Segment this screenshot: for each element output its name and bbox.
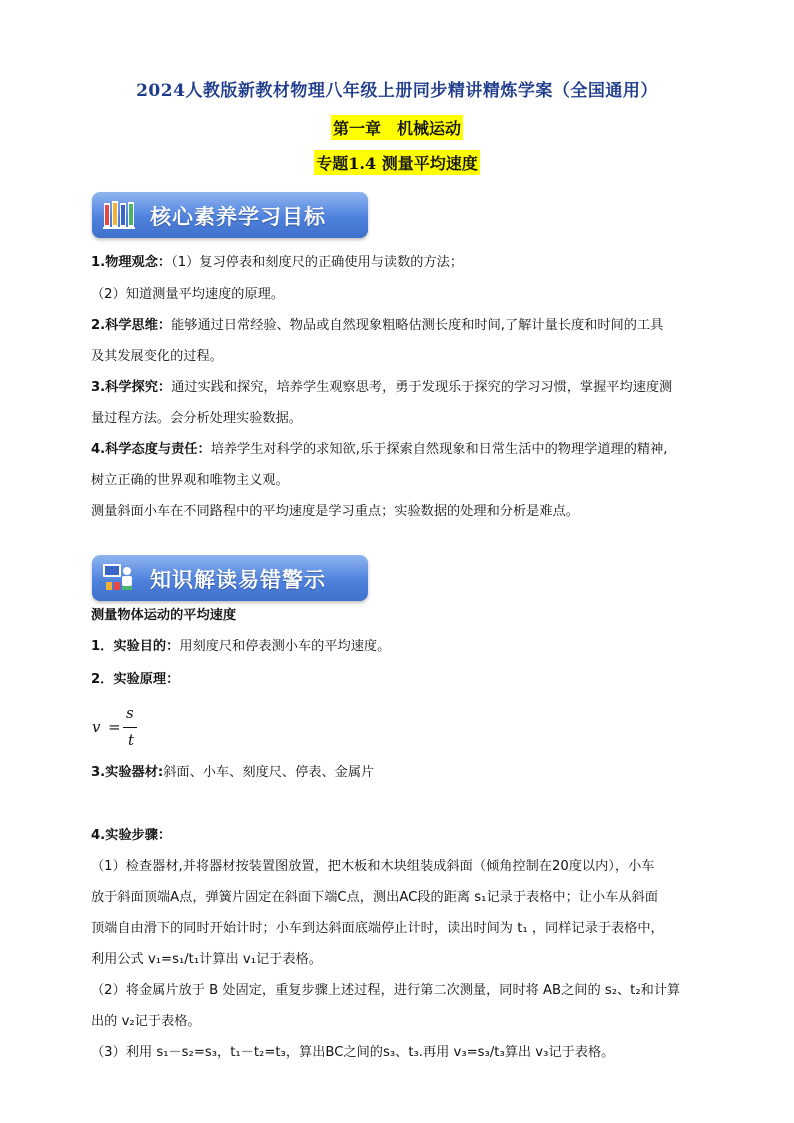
step-line: 放于斜面顶端A点，弹簧片固定在斜面下端C点，测出AC段的距离 s₁记录于表格中；让小车从斜面 [91,890,658,905]
goal-line [91,253,711,273]
purpose-text: 用刻度尺和停表测小车的平均速度。 [179,639,391,654]
chapter-heading: 第一章 机械运动 [331,115,463,140]
equipment-line [91,763,711,783]
goal-text: 培养学生对科学的求知欲,乐于探索自然现象和日常生活中的物理学道理的精神, [210,442,668,457]
topic-heading: 专题1.4 测量平均速度 [314,150,479,175]
steps-label: 4.实验步骤： [91,828,172,843]
section-banner-knowledge [92,555,368,601]
goal-label: 4.科学态度与责任： [91,442,211,457]
fraction-bar [123,727,137,728]
formula-denominator: t [128,731,135,749]
books-icon [102,199,136,231]
goal-line [91,440,711,460]
goal-line [91,316,711,336]
goal-line [91,502,711,522]
formula-numerator: s [126,704,134,722]
formula-equals: = [108,718,121,736]
chapter-heading-wrap [0,115,794,140]
goal-label: 1.物理观念： [91,255,172,270]
goal-line [91,471,711,491]
teacher-icon [102,562,136,594]
topic-heading-wrap [0,150,794,175]
goal-line [91,285,711,305]
equipment-label: 3.实验器材: [91,765,164,780]
equipment-text: 斜面、小车、刻度尺、停表、金属片 [163,765,375,780]
goal-text: 能够通过日常经验、物品或自然现象粗略估测长度和时间,了解计量长度和时间的工具 [171,318,664,333]
goal-label: 3.科学探究： [91,380,172,395]
step-line: （3）利用 s₁－s₂=s₃，t₁－t₂=t₃，算出BC之间的s₃、t₃.再用 v₃=s₃/t₃算出 v₃记于表格。 [91,1045,615,1060]
banner-knowledge-label: 知识解读易错警示 [150,568,326,592]
goal-text: 及其发展变化的过程。 [91,349,223,364]
section-banner-goals [92,192,368,238]
goal-text: 量过程方法。会分析处理实验数据。 [91,411,302,426]
principle-label: 2．实验原理： [91,672,180,687]
banner-goals-label: 核心素养学习目标 [150,205,326,229]
step-line: 顶端自由滑下的同时开始计时；小车到达斜面底端停止计时，读出时间为 t₁ ，同样记录于表格中， [91,921,664,936]
purpose-line [91,637,711,657]
goal-text: （1）复习停表和刻度尺的正确使用与读数的方法； [171,255,464,270]
step-line: 出的 v₂记于表格。 [91,1014,201,1029]
goal-line [91,347,711,367]
goal-label: 2.科学思维： [91,318,172,333]
goal-line [91,378,711,398]
goal-text: 树立正确的世界观和唯物主义观。 [91,473,289,488]
goal-text: （2）知道测量平均速度的原理。 [91,287,285,302]
step-line: 利用公式 v₁=s₁/t₁计算出 v₁记于表格。 [91,952,322,967]
step-line: （2）将金属片放于 B 处固定，重复步骤上述过程，进行第二次测量，同时将 AB之间的 s₂、t₂和计算 [91,983,681,998]
section-subtitle: 测量物体运动的平均速度 [91,608,237,623]
velocity-formula [92,704,152,751]
formula-lhs: v [92,718,101,736]
goal-line [91,409,711,429]
document-title: 2024人教版新教材物理八年级上册同步精讲精炼学案（全国通用） [136,81,658,101]
purpose-label: 1．实验目的： [91,639,180,654]
goal-text: 测量斜面小车在不同路程中的平均速度是学习重点；实验数据的处理和分析是难点。 [91,504,579,519]
goal-text: 通过实践和探究，培养学生观察思考，勇于发现乐于探究的学习习惯，掌握平均速度测 [171,380,673,395]
step-line: （1）检查器材,并将器材按装置图放置，把木板和木块组装成斜面（倾角控制在20度以内），小车 [91,859,655,874]
